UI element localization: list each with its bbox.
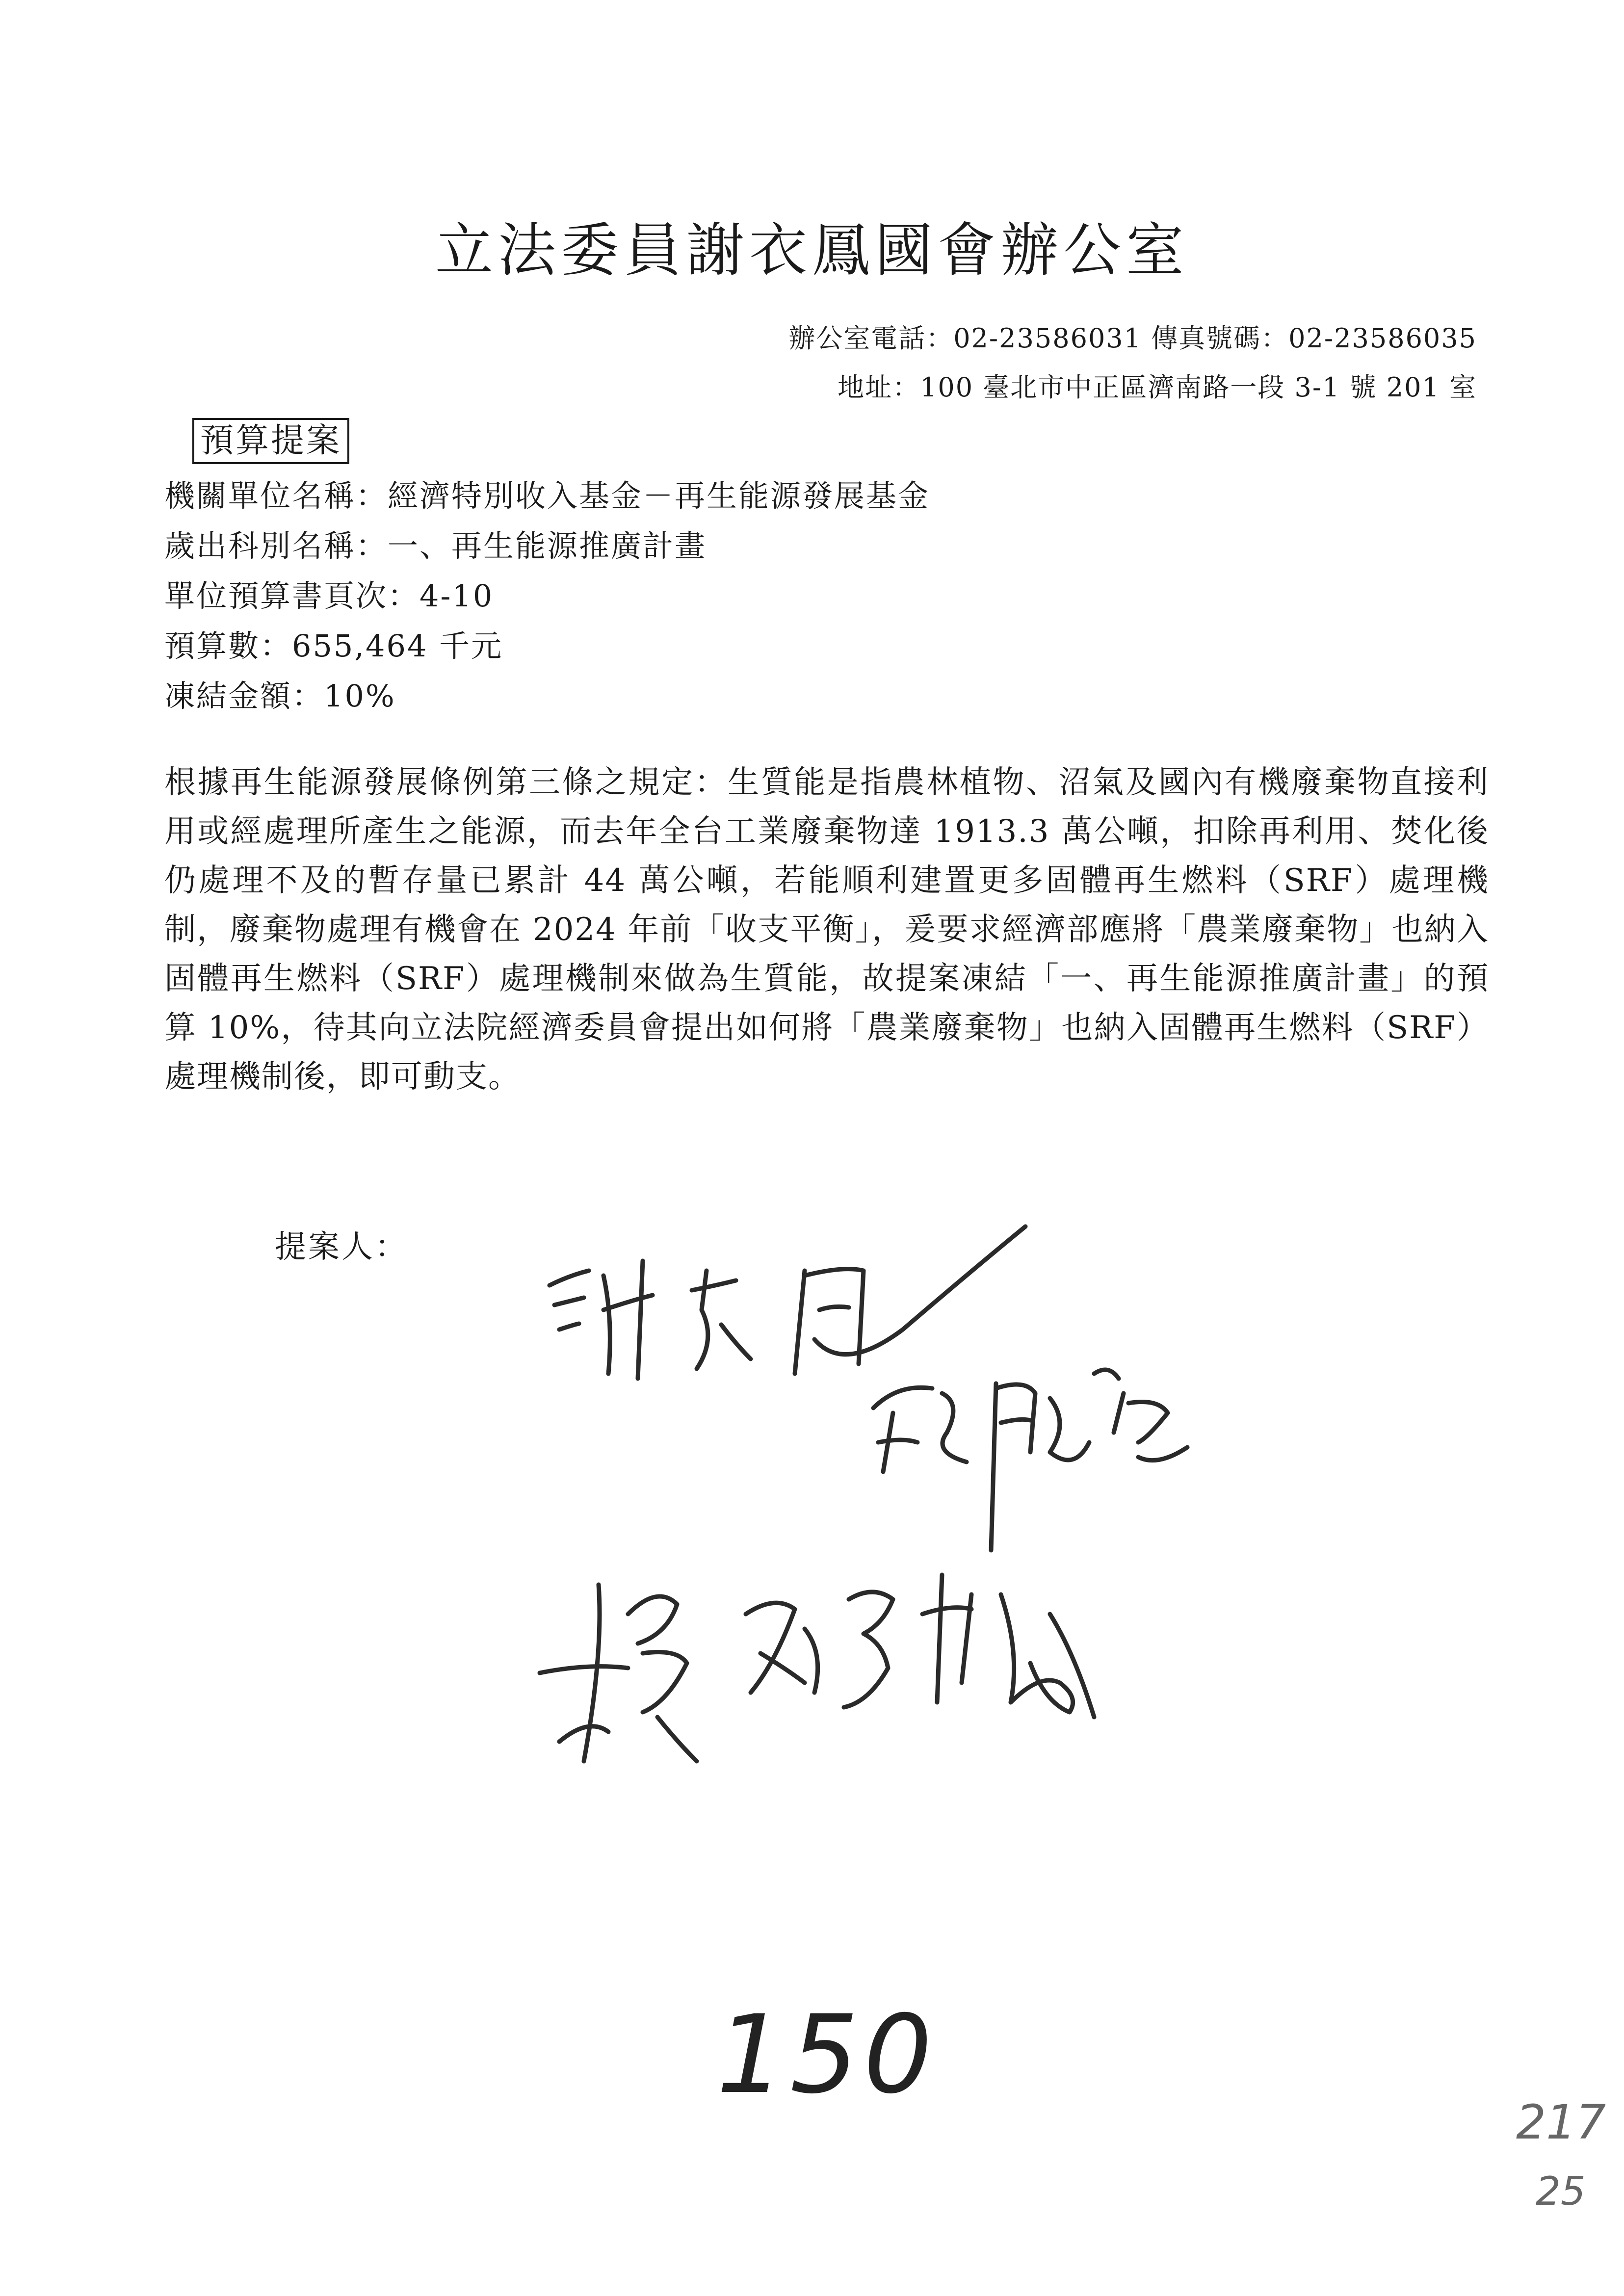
- contact-info: [788, 314, 1477, 412]
- field-agency: 機關單位名稱：經濟特別收入基金－再生能源發展基金: [164, 478, 930, 514]
- signature-2: [864, 1344, 1207, 1580]
- proposal-fields: [164, 471, 930, 721]
- address-line: 地址：100 臺北市中正區濟南路一段 3-1 號 201 室: [838, 372, 1477, 403]
- field-page: 單位預算書頁次：4-10: [164, 578, 494, 614]
- proposal-badge: 預算提案: [192, 418, 349, 464]
- field-freeze-amount: 凍結金額：10%: [164, 678, 396, 714]
- field-budget-amount: 預算數：655,464 千元: [164, 628, 503, 664]
- proposer-label: 提案人：: [275, 1229, 408, 1265]
- proposal-body: 根據再生能源發展條例第三條之規定：生質能是指農林植物、沼氣及國內有機廢棄物直接利用或經處理所產生之能源，而去年全台工業廢棄物達 1913.3 萬公噸，扣除再利用、焚化後仍處理不及的暫存量已累計 44 萬公噸，若能順利建置更多固體再生燃料（SRF）處理機制，廢棄物處理有機會在 2024 年前「收支平衡」，爰要求經濟部應將「農業廢棄物」也納入固體再生燃料（SRF）處理機制來做為生質能，故提案凍結「一、再生能源推廣計畫」的預算 10%，待其向立法院經濟委員會提出如何將「農業廢棄物」也納入固體再生燃料（SRF）處理機制後，即可動支。: [164, 764, 1489, 1095]
- corner-number-bottom: 25: [1536, 2168, 1586, 2214]
- phone-line: 辦公室電話：02-23586031 傳真號碼：02-23586035: [788, 323, 1477, 354]
- page-number: 150: [716, 1992, 937, 2117]
- field-expense-item: 歲出科別名稱：一、再生能源推廣計畫: [164, 528, 707, 564]
- corner-number-top: 217: [1516, 2095, 1606, 2150]
- office-title: 立法委員謝衣鳳國會辦公室: [435, 216, 1189, 284]
- signature-3: [530, 1555, 1143, 1791]
